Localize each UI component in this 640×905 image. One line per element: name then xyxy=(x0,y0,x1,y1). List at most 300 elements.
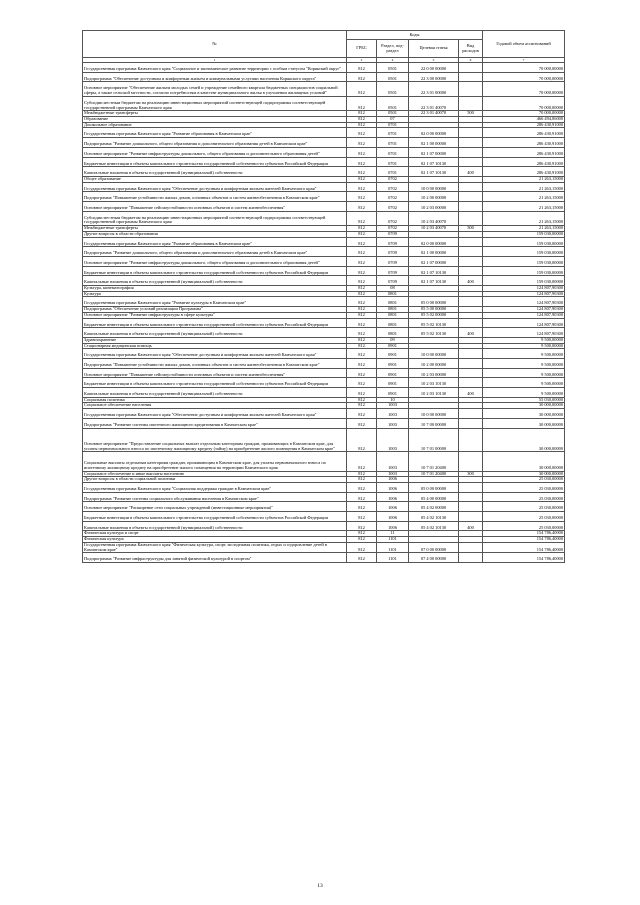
table-row xyxy=(83,96,565,111)
row-grbs: 812 xyxy=(347,157,377,167)
row-name: Капитальные вложения в объекты государственной (муниципальной) собственности xyxy=(83,276,347,286)
row-amount: 159 030,00000 xyxy=(483,276,565,286)
row-section: 0801 xyxy=(377,297,409,307)
row-section: 0901 xyxy=(377,378,409,388)
row-expense-type xyxy=(459,542,483,552)
row-expense-type: 500 xyxy=(459,226,483,232)
row-name: Подпрограмма "Развитие системы социального обслуживания населения в Камчатском крае" xyxy=(83,492,347,502)
row-name: Социальные выплаты отдельным категориям граждан, проживающим в Камчатском крае, для уплаты первоначального взноса по ипотечному жилищному кредиту на приобретение жилого помещения на территории Камчатского края xyxy=(83,452,347,471)
row-section: 1006 xyxy=(377,521,409,531)
row-section: 0801 xyxy=(377,328,409,338)
row-amount: 286 430,91000 xyxy=(483,128,565,138)
row-grbs: 812 xyxy=(347,63,377,73)
row-amount: 21 263,15000 xyxy=(483,202,565,212)
row-section: 0701 xyxy=(377,128,409,138)
header-target: Целевая статья xyxy=(409,40,459,58)
table-row xyxy=(83,502,565,512)
row-name: Образование xyxy=(83,117,347,123)
row-grbs: 812 xyxy=(347,418,377,428)
row-grbs: 812 xyxy=(347,318,377,328)
table-row xyxy=(83,256,565,266)
header-number: № xyxy=(83,31,347,58)
row-name: Межбюджетные трансферты xyxy=(83,111,347,117)
row-target: 02 1 07 10130 xyxy=(409,157,459,167)
row-expense-type xyxy=(459,452,483,471)
row-grbs: 812 xyxy=(347,349,377,359)
row-grbs: 812 xyxy=(347,521,377,531)
row-expense-type xyxy=(459,128,483,138)
row-section: 1003 xyxy=(377,418,409,428)
row-name: Субсидии местным бюджетам на реализацию инвестиционных мероприятий соответствующей подпрограммы соответствующей государственной программы Камчатского края xyxy=(83,211,347,226)
row-grbs: 812 xyxy=(347,502,377,512)
row-name: Подпрограмма "Развитие системы ипотечного жилищного кредитования в Камчатском крае" xyxy=(83,418,347,428)
row-grbs: 812 xyxy=(347,182,377,192)
table-row xyxy=(83,147,565,157)
table-row xyxy=(83,388,565,398)
row-target: 10 2 03 10130 xyxy=(409,378,459,388)
row-grbs: 812 xyxy=(347,359,377,369)
row-grbs: 812 xyxy=(347,231,377,237)
row-grbs: 812 xyxy=(347,192,377,202)
row-target: 10 0 00 00000 xyxy=(409,349,459,359)
page-number: 13 xyxy=(317,883,323,889)
row-expense-type xyxy=(459,82,483,97)
row-amount: 30 000,00000 xyxy=(483,452,565,471)
row-amount: 70 000,00000 xyxy=(483,63,565,73)
row-amount: 159 030,00000 xyxy=(483,256,565,266)
row-name: Государственная программа Камчатского края "Социальное и экономическое развитие территории с особым статусом "Корякский округ" xyxy=(83,63,347,73)
row-grbs: 812 xyxy=(347,452,377,471)
column-number: 5 xyxy=(409,58,459,63)
row-target: 22 3 00 00000 xyxy=(409,72,459,82)
row-grbs: 812 xyxy=(347,477,377,483)
table-row xyxy=(83,492,565,502)
row-name: Государственная программа Камчатского края "Обеспечение доступным и комфортным жильем жителей Камчатского края" xyxy=(83,182,347,192)
table-row xyxy=(83,318,565,328)
row-name: Социальная политика xyxy=(83,397,347,403)
row-target: 05 5 02 10130 xyxy=(409,328,459,338)
row-amount: 9 500,00000 xyxy=(483,349,565,359)
header-section: Раздел, под-раздел xyxy=(377,40,409,58)
row-target: 10 7 00 00000 xyxy=(409,418,459,428)
row-target: 10 0 00 00000 xyxy=(409,182,459,192)
header-grbs: ГРБС xyxy=(347,40,377,58)
row-amount: 286 430,91000 xyxy=(483,122,565,128)
row-name: Основное мероприятие "Повышение сейсмоустойчивости основных объектов и систем жизнеобеспечения" xyxy=(83,202,347,212)
row-amount: 159 030,00000 xyxy=(483,247,565,257)
row-name: Дошкольное образование xyxy=(83,122,347,128)
row-grbs: 812 xyxy=(347,471,377,477)
row-name: Государственная программа Камчатского края "Обеспечение доступным и комфортным жильем жителей Камчатского края" xyxy=(83,409,347,419)
row-amount: 159 030,00000 xyxy=(483,231,565,237)
row-expense-type: 400 xyxy=(459,521,483,531)
table-row xyxy=(83,167,565,177)
row-section: 0709 xyxy=(377,237,409,247)
row-expense-type xyxy=(459,512,483,522)
row-section: 0701 xyxy=(377,157,409,167)
table-header xyxy=(83,31,565,63)
row-amount: 9 500,00000 xyxy=(483,343,565,349)
row-grbs: 812 xyxy=(347,537,377,543)
table-row xyxy=(83,138,565,148)
row-target: 05 0 00 00000 xyxy=(409,297,459,307)
row-section: 0901 xyxy=(377,349,409,359)
row-name: Субсидии местным бюджетам на реализацию инвестиционных мероприятий соответствующей подпрограммы соответствующей государственной программы Камчатского края xyxy=(83,96,347,111)
row-target: 22 3 01 00000 xyxy=(409,82,459,97)
row-grbs: 812 xyxy=(347,297,377,307)
row-amount: 55 030,00000 xyxy=(483,397,565,403)
row-name: Основное мероприятие "Обеспечение жильем молодых семей и учреждение семейного квартала бюджетных специалистов социальной сферы, а также сельской местности, согласно потребностям в качестве муниципального жилья в улучшении жилищных условий" xyxy=(83,82,347,97)
row-amount: 25 030,00000 xyxy=(483,512,565,522)
row-target: 22 3 01 40070 xyxy=(409,96,459,111)
row-name: Стационарная медицинская помощь xyxy=(83,343,347,349)
row-expense-type xyxy=(459,147,483,157)
row-amount: 21 263,15000 xyxy=(483,192,565,202)
header-codes: Коды xyxy=(347,31,483,40)
row-amount: 9 500,00000 xyxy=(483,378,565,388)
budget-table xyxy=(82,30,565,563)
row-expense-type xyxy=(459,553,483,563)
row-amount: 154 786,40000 xyxy=(483,537,565,543)
row-target: 05 0 00 00000 xyxy=(409,483,459,493)
row-section: 1006 xyxy=(377,502,409,512)
row-name: Подпрограмма "Развитие дошкольного, общего образования и дополнительного образования детей в Камчатском крае" xyxy=(83,247,347,257)
table-row xyxy=(83,266,565,276)
row-amount: 25 030,00000 xyxy=(483,492,565,502)
row-amount: 159 030,00000 xyxy=(483,266,565,276)
row-amount: 286 430,91000 xyxy=(483,138,565,148)
table-row xyxy=(83,409,565,419)
row-target: 02 1 00 00000 xyxy=(409,247,459,257)
row-target: 07 0 00 00000 xyxy=(409,542,459,552)
row-section: 11 xyxy=(377,531,409,537)
row-expense-type: 400 xyxy=(459,328,483,338)
row-grbs: 812 xyxy=(347,312,377,318)
row-grbs: 812 xyxy=(347,328,377,338)
row-expense-type xyxy=(459,359,483,369)
row-grbs: 812 xyxy=(347,138,377,148)
row-amount: 9 500,00000 xyxy=(483,368,565,378)
row-expense-type xyxy=(459,182,483,192)
table-row xyxy=(83,82,565,97)
row-expense-type xyxy=(459,492,483,502)
row-section: 09 xyxy=(377,337,409,343)
row-name: Капитальные вложения в объекты государственной (муниципальной) собственности xyxy=(83,521,347,531)
row-expense-type xyxy=(459,378,483,388)
row-grbs: 812 xyxy=(347,111,377,117)
row-grbs: 812 xyxy=(347,237,377,247)
row-section: 1003 xyxy=(377,409,409,419)
row-name: Бюджетные инвестиции в объекты капитального строительства государственной собственности субъектов Российской Федерации xyxy=(83,512,347,522)
row-grbs: 812 xyxy=(347,483,377,493)
row-name: Общее образование xyxy=(83,176,347,182)
table-row xyxy=(83,328,565,338)
row-section: 1003 xyxy=(377,428,409,452)
row-name: Межбюджетные трансферты xyxy=(83,226,347,232)
row-section: 0501 xyxy=(377,96,409,111)
row-grbs: 812 xyxy=(347,403,377,409)
row-amount: 124 807,90300 xyxy=(483,286,565,292)
row-section: 0501 xyxy=(377,72,409,82)
row-amount: 286 430,91000 xyxy=(483,157,565,167)
row-expense-type: 400 xyxy=(459,167,483,177)
table-row xyxy=(83,418,565,428)
row-grbs: 812 xyxy=(347,531,377,537)
row-amount: 154 786,40000 xyxy=(483,531,565,537)
column-number: 3 xyxy=(347,58,377,63)
row-section: 10 xyxy=(377,397,409,403)
row-section: 1101 xyxy=(377,553,409,563)
row-expense-type xyxy=(459,157,483,167)
table-row xyxy=(83,128,565,138)
row-grbs: 812 xyxy=(347,409,377,419)
row-target: 02 1 07 10130 xyxy=(409,266,459,276)
row-grbs: 812 xyxy=(347,266,377,276)
row-section: 0709 xyxy=(377,276,409,286)
row-amount: 124 807,90300 xyxy=(483,291,565,297)
row-name: Другие вопросы в области образования xyxy=(83,231,347,237)
row-expense-type xyxy=(459,318,483,328)
row-target: 22 0 00 00000 xyxy=(409,63,459,73)
row-name: Основное мероприятие "Развитие инфраструктуры дошкольного, общего образования и дополнительного образования детей" xyxy=(83,256,347,266)
row-section: 0709 xyxy=(377,256,409,266)
row-grbs: 812 xyxy=(347,211,377,226)
row-target: 02 1 07 00000 xyxy=(409,256,459,266)
row-section: 0801 xyxy=(377,312,409,318)
row-amount: 124 807,90300 xyxy=(483,318,565,328)
row-amount: 154 786,40000 xyxy=(483,542,565,552)
row-expense-type xyxy=(459,247,483,257)
row-section: 07 xyxy=(377,117,409,123)
row-section: 1006 xyxy=(377,492,409,502)
row-amount: 124 807,90300 xyxy=(483,328,565,338)
row-target: 10 2 03 10130 xyxy=(409,388,459,398)
table-row xyxy=(83,542,565,552)
row-amount: 9 500,00000 xyxy=(483,337,565,343)
row-grbs: 812 xyxy=(347,512,377,522)
column-number: 7 xyxy=(483,58,565,63)
column-number: 6 xyxy=(459,58,483,63)
row-grbs: 812 xyxy=(347,128,377,138)
row-grbs: 812 xyxy=(347,226,377,232)
row-name: Государственная программа Камчатского края "Обеспечение доступным и комфортным жильем жителей Камчатского края" xyxy=(83,349,347,359)
row-amount: 70 000,00000 xyxy=(483,72,565,82)
row-target: 10 0 00 00000 xyxy=(409,409,459,419)
row-amount: 70 000,00000 xyxy=(483,82,565,97)
table-row xyxy=(83,521,565,531)
row-target: 10 2 03 40070 xyxy=(409,211,459,226)
row-section: 0701 xyxy=(377,167,409,177)
column-number: 4 xyxy=(377,58,409,63)
row-amount: 21 263,15000 xyxy=(483,182,565,192)
row-name: Здравоохранение xyxy=(83,337,347,343)
row-target: 10 7 01 00000 xyxy=(409,428,459,452)
row-name: Основное мероприятие "Расширение сети социальных учреждений (инвестиционные мероприятия)" xyxy=(83,502,347,512)
table-row xyxy=(83,192,565,202)
row-amount: 154 786,40000 xyxy=(483,553,565,563)
row-section: 0901 xyxy=(377,359,409,369)
row-expense-type xyxy=(459,211,483,226)
table-row xyxy=(83,247,565,257)
row-section: 1006 xyxy=(377,477,409,483)
row-name: Культура, кинематография xyxy=(83,286,347,292)
row-expense-type xyxy=(459,192,483,202)
table-row xyxy=(83,378,565,388)
table-row xyxy=(83,237,565,247)
row-name: Основное мероприятие "Развитие инфраструктуры дошкольного, общего образования и дополнительного образования детей" xyxy=(83,147,347,157)
row-name: Бюджетные инвестиции в объекты капитального строительства государственной собственности субъектов Российской Федерации xyxy=(83,378,347,388)
row-target: 10 2 03 00000 xyxy=(409,202,459,212)
row-name: Основное мероприятие "Развитие инфраструктуры в сфере культуры" xyxy=(83,312,347,318)
row-name: Бюджетные инвестиции в объекты капитального строительства государственной собственности субъектов Российской Федерации xyxy=(83,266,347,276)
row-section: 1101 xyxy=(377,537,409,543)
row-amount: 21 263,15000 xyxy=(483,211,565,226)
row-grbs: 812 xyxy=(347,202,377,212)
row-amount: 25 030,00000 xyxy=(483,502,565,512)
row-target: 02 0 00 00000 xyxy=(409,128,459,138)
table-row xyxy=(83,211,565,226)
row-grbs: 812 xyxy=(347,343,377,349)
document-page xyxy=(82,30,564,563)
row-name: Социальное обеспечение населения xyxy=(83,403,347,409)
row-expense-type: 300 xyxy=(459,471,483,477)
row-expense-type xyxy=(459,237,483,247)
table-row xyxy=(83,512,565,522)
row-target: 05 4 00 00000 xyxy=(409,492,459,502)
row-target: 02 1 07 10130 xyxy=(409,167,459,177)
row-name: Подпрограмма "Обеспечение условий реализации Программы" xyxy=(83,307,347,313)
row-name: Бюджетные инвестиции в объекты капитального строительства государственной собственности субъектов Российской Федерации xyxy=(83,157,347,167)
row-expense-type xyxy=(459,96,483,111)
row-amount: 21 263,15000 xyxy=(483,176,565,182)
row-section: 0702 xyxy=(377,211,409,226)
row-section: 1101 xyxy=(377,542,409,552)
table-row xyxy=(83,368,565,378)
row-name: Государственная программа Камчатского края "Физическая культура, спорт, молодежная политика, отдых и оздоровление детей в Камчатском крае" xyxy=(83,542,347,552)
row-section: 0702 xyxy=(377,176,409,182)
row-target: 05 5 00 00000 xyxy=(409,307,459,313)
row-grbs: 812 xyxy=(347,428,377,452)
row-grbs: 812 xyxy=(347,378,377,388)
row-name: Подпрограмма "Повышение устойчивости жилых домов, основных объектов и систем жизнеобеспечения в Камчатском крае" xyxy=(83,192,347,202)
row-target: 02 1 00 00000 xyxy=(409,138,459,148)
row-grbs: 812 xyxy=(347,147,377,157)
table-row xyxy=(83,553,565,563)
row-target: 10 7 01 20400 xyxy=(409,471,459,477)
row-section: 0901 xyxy=(377,368,409,378)
row-section: 0701 xyxy=(377,122,409,128)
row-target: 05 4 02 10130 xyxy=(409,521,459,531)
row-grbs: 812 xyxy=(347,388,377,398)
row-name: Капитальные вложения в объекты государственной (муниципальной) собственности xyxy=(83,388,347,398)
table-row xyxy=(83,72,565,82)
row-grbs: 812 xyxy=(347,307,377,313)
row-section: 1006 xyxy=(377,512,409,522)
row-section: 0709 xyxy=(377,231,409,237)
row-name: Бюджетные инвестиции в объекты капитального строительства государственной собственности субъектов Российской Федерации xyxy=(83,318,347,328)
row-section: 0801 xyxy=(377,291,409,297)
row-name: Капитальные вложения в объекты государственной (муниципальной) собственности xyxy=(83,328,347,338)
row-amount: 70 000,00000 xyxy=(483,96,565,111)
row-grbs: 812 xyxy=(347,117,377,123)
row-grbs: 812 xyxy=(347,337,377,343)
row-target: 02 1 07 10130 xyxy=(409,276,459,286)
table-row xyxy=(83,157,565,167)
row-name: Основное мероприятие "Предоставление социальных выплат отдельным категориям граждан, проживающих в Камчатском крае, для уплаты первоначального взноса по ипотечному жилищному кредиту (займу) на приобретение жилого помещения в Камчатском крае" xyxy=(83,428,347,452)
row-target: 10 7 01 20400 xyxy=(409,452,459,471)
row-expense-type xyxy=(459,502,483,512)
row-grbs: 812 xyxy=(347,82,377,97)
row-expense-type xyxy=(459,72,483,82)
row-amount: 124 807,90300 xyxy=(483,297,565,307)
row-grbs: 812 xyxy=(347,72,377,82)
table-row xyxy=(83,63,565,73)
row-amount: 9 500,00000 xyxy=(483,388,565,398)
row-grbs: 812 xyxy=(347,542,377,552)
row-name: Физическая культура и спорт xyxy=(83,531,347,537)
row-amount: 25 030,00000 xyxy=(483,477,565,483)
row-section: 0702 xyxy=(377,192,409,202)
row-name: Государственная программа Камчатского края "Развитие образования в Камчатском крае" xyxy=(83,237,347,247)
table-row xyxy=(83,359,565,369)
row-name: Подпрограмма "Развитие инфраструктуры для занятий физической культурой в спортом" xyxy=(83,553,347,563)
row-amount: 30 000,00000 xyxy=(483,409,565,419)
row-grbs: 812 xyxy=(347,276,377,286)
table-row xyxy=(83,297,565,307)
table-body xyxy=(83,63,565,563)
row-section: 0701 xyxy=(377,147,409,157)
row-section: 0702 xyxy=(377,226,409,232)
table-row xyxy=(83,428,565,452)
row-grbs: 812 xyxy=(347,397,377,403)
row-name: Основное мероприятие "Повышение сейсмоустойчивости основных объектов и систем жизнеобеспечения" xyxy=(83,368,347,378)
row-section: 1003 xyxy=(377,403,409,409)
row-amount: 466 494,06000 xyxy=(483,117,565,123)
row-name: Культура xyxy=(83,291,347,297)
row-name: Другие вопросы в области социальной политики xyxy=(83,477,347,483)
row-target: 10 2 03 40070 xyxy=(409,226,459,232)
row-grbs: 812 xyxy=(347,492,377,502)
row-grbs: 812 xyxy=(347,176,377,182)
row-amount: 30 000,00000 xyxy=(483,428,565,452)
row-section: 1003 xyxy=(377,452,409,471)
row-section: 0702 xyxy=(377,202,409,212)
row-expense-type xyxy=(459,418,483,428)
row-amount: 30 000,00000 xyxy=(483,418,565,428)
row-grbs: 812 xyxy=(347,122,377,128)
row-amount: 9 500,00000 xyxy=(483,359,565,369)
row-name: Капитальные вложения в объекты государственной (муниципальной) собственности xyxy=(83,167,347,177)
row-expense-type xyxy=(459,428,483,452)
row-amount: 25 030,00000 xyxy=(483,521,565,531)
row-section: 0901 xyxy=(377,388,409,398)
row-expense-type: 500 xyxy=(459,111,483,117)
row-amount: 286 430,91000 xyxy=(483,147,565,157)
row-amount: 30 000,00000 xyxy=(483,471,565,477)
row-target: 10 2 00 00000 xyxy=(409,192,459,202)
row-amount: 25 030,00000 xyxy=(483,483,565,493)
row-grbs: 812 xyxy=(347,167,377,177)
row-expense-type xyxy=(459,256,483,266)
row-section: 08 xyxy=(377,286,409,292)
table-row xyxy=(83,349,565,359)
row-target: 22 3 01 40070 xyxy=(409,111,459,117)
row-target: 05 5 02 00000 xyxy=(409,312,459,318)
row-amount: 159 030,00000 xyxy=(483,237,565,247)
row-grbs: 812 xyxy=(347,256,377,266)
row-grbs: 812 xyxy=(347,96,377,111)
row-section: 0701 xyxy=(377,138,409,148)
